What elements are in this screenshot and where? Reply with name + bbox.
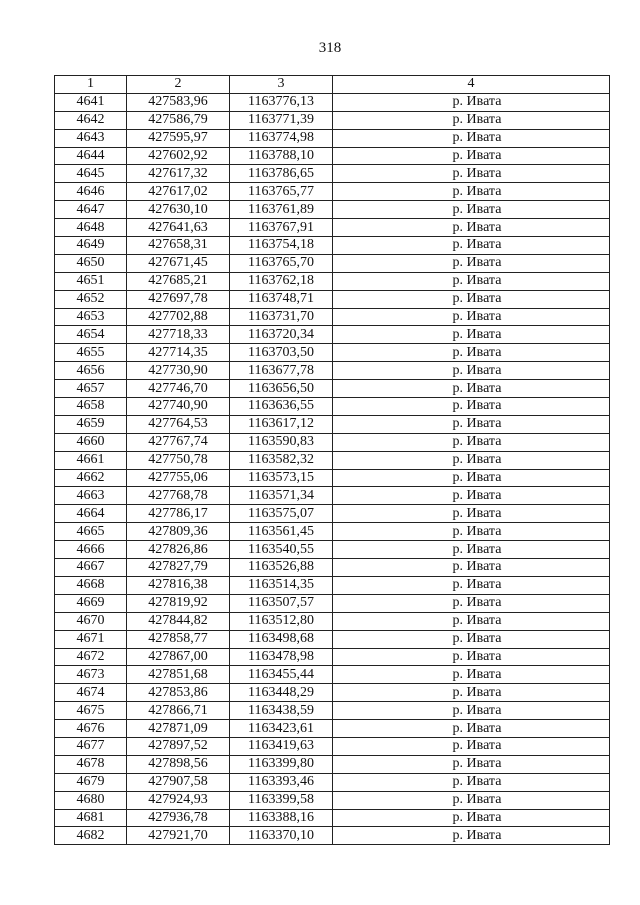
y-coordinate-cell: 1163512,80 (230, 612, 333, 630)
y-coordinate-cell: 1163370,10 (230, 827, 333, 845)
table-row (55, 684, 610, 702)
x-coordinate-cell: 427714,35 (127, 344, 230, 362)
table-row (55, 165, 610, 183)
y-coordinate-cell: 1163571,34 (230, 487, 333, 505)
y-coordinate-cell: 1163399,58 (230, 791, 333, 809)
y-coordinate-cell: 1163478,98 (230, 648, 333, 666)
table-row (55, 809, 610, 827)
x-coordinate-cell: 427630,10 (127, 201, 230, 219)
description-cell: р. Ивата (333, 541, 610, 559)
point-number-cell: 4672 (55, 648, 127, 666)
table-row (55, 254, 610, 272)
table-row (55, 290, 610, 308)
y-coordinate-cell: 1163776,13 (230, 93, 333, 111)
table-row (55, 648, 610, 666)
table-row (55, 737, 610, 755)
y-coordinate-cell: 1163573,15 (230, 469, 333, 487)
table-row (55, 773, 610, 791)
y-coordinate-cell: 1163526,88 (230, 559, 333, 577)
x-coordinate-cell: 427816,38 (127, 576, 230, 594)
coordinates-table (54, 75, 610, 845)
column-header-1: 1 (55, 76, 127, 94)
column-header-4: 4 (333, 76, 610, 94)
point-number-cell: 4654 (55, 326, 127, 344)
point-number-cell: 4670 (55, 612, 127, 630)
point-number-cell: 4675 (55, 702, 127, 720)
point-number-cell: 4667 (55, 559, 127, 577)
point-number-cell: 4676 (55, 720, 127, 738)
description-cell: р. Ивата (333, 326, 610, 344)
x-coordinate-cell: 427746,70 (127, 380, 230, 398)
point-number-cell: 4663 (55, 487, 127, 505)
description-cell: р. Ивата (333, 594, 610, 612)
x-coordinate-cell: 427897,52 (127, 737, 230, 755)
y-coordinate-cell: 1163617,12 (230, 415, 333, 433)
point-number-cell: 4661 (55, 451, 127, 469)
x-coordinate-cell: 427702,88 (127, 308, 230, 326)
x-coordinate-cell: 427921,70 (127, 827, 230, 845)
description-cell: р. Ивата (333, 737, 610, 755)
y-coordinate-cell: 1163423,61 (230, 720, 333, 738)
y-coordinate-cell: 1163388,16 (230, 809, 333, 827)
description-cell: р. Ивата (333, 272, 610, 290)
x-coordinate-cell: 427685,21 (127, 272, 230, 290)
x-coordinate-cell: 427907,58 (127, 773, 230, 791)
point-number-cell: 4666 (55, 541, 127, 559)
table-row (55, 666, 610, 684)
table-row (55, 594, 610, 612)
x-coordinate-cell: 427602,92 (127, 147, 230, 165)
y-coordinate-cell: 1163771,39 (230, 111, 333, 129)
description-cell: р. Ивата (333, 290, 610, 308)
y-coordinate-cell: 1163748,71 (230, 290, 333, 308)
table-row (55, 308, 610, 326)
point-number-cell: 4673 (55, 666, 127, 684)
point-number-cell: 4668 (55, 576, 127, 594)
point-number-cell: 4642 (55, 111, 127, 129)
point-number-cell: 4659 (55, 415, 127, 433)
description-cell: р. Ивата (333, 183, 610, 201)
table-row (55, 415, 610, 433)
point-number-cell: 4679 (55, 773, 127, 791)
table-row (55, 219, 610, 237)
point-number-cell: 4671 (55, 630, 127, 648)
description-cell: р. Ивата (333, 398, 610, 416)
x-coordinate-cell: 427924,93 (127, 791, 230, 809)
page-number: 318 (318, 40, 342, 56)
x-coordinate-cell: 427583,96 (127, 93, 230, 111)
description-cell: р. Ивата (333, 523, 610, 541)
x-coordinate-cell: 427595,97 (127, 129, 230, 147)
x-coordinate-cell: 427730,90 (127, 362, 230, 380)
description-cell: р. Ивата (333, 487, 610, 505)
table-row (55, 93, 610, 111)
y-coordinate-cell: 1163765,70 (230, 254, 333, 272)
description-cell: р. Ивата (333, 827, 610, 845)
description-cell: р. Ивата (333, 237, 610, 255)
x-coordinate-cell: 427767,74 (127, 433, 230, 451)
y-coordinate-cell: 1163765,77 (230, 183, 333, 201)
table-row (55, 469, 610, 487)
column-header-3: 3 (230, 76, 333, 94)
description-cell: р. Ивата (333, 666, 610, 684)
description-cell: р. Ивата (333, 433, 610, 451)
table-row (55, 576, 610, 594)
description-cell: р. Ивата (333, 773, 610, 791)
x-coordinate-cell: 427755,06 (127, 469, 230, 487)
point-number-cell: 4660 (55, 433, 127, 451)
point-number-cell: 4665 (55, 523, 127, 541)
y-coordinate-cell: 1163582,32 (230, 451, 333, 469)
description-cell: р. Ивата (333, 684, 610, 702)
point-number-cell: 4648 (55, 219, 127, 237)
x-coordinate-cell: 427768,78 (127, 487, 230, 505)
point-number-cell: 4680 (55, 791, 127, 809)
point-number-cell: 4649 (55, 237, 127, 255)
table-row (55, 720, 610, 738)
description-cell: р. Ивата (333, 612, 610, 630)
y-coordinate-cell: 1163786,65 (230, 165, 333, 183)
y-coordinate-cell: 1163561,45 (230, 523, 333, 541)
x-coordinate-cell: 427844,82 (127, 612, 230, 630)
y-coordinate-cell: 1163575,07 (230, 505, 333, 523)
point-number-cell: 4643 (55, 129, 127, 147)
point-number-cell: 4674 (55, 684, 127, 702)
description-cell: р. Ивата (333, 451, 610, 469)
x-coordinate-cell: 427819,92 (127, 594, 230, 612)
table-header-row (55, 76, 610, 94)
x-coordinate-cell: 427764,53 (127, 415, 230, 433)
point-number-cell: 4641 (55, 93, 127, 111)
description-cell: р. Ивата (333, 720, 610, 738)
description-cell: р. Ивата (333, 201, 610, 219)
y-coordinate-cell: 1163720,34 (230, 326, 333, 344)
table-row (55, 380, 610, 398)
description-cell: р. Ивата (333, 308, 610, 326)
point-number-cell: 4662 (55, 469, 127, 487)
description-cell: р. Ивата (333, 344, 610, 362)
x-coordinate-cell: 427827,79 (127, 559, 230, 577)
description-cell: р. Ивата (333, 630, 610, 648)
y-coordinate-cell: 1163767,91 (230, 219, 333, 237)
column-header-2: 2 (127, 76, 230, 94)
description-cell: р. Ивата (333, 469, 610, 487)
y-coordinate-cell: 1163438,59 (230, 702, 333, 720)
table-row (55, 344, 610, 362)
point-number-cell: 4669 (55, 594, 127, 612)
x-coordinate-cell: 427671,45 (127, 254, 230, 272)
point-number-cell: 4677 (55, 737, 127, 755)
x-coordinate-cell: 427858,77 (127, 630, 230, 648)
x-coordinate-cell: 427658,31 (127, 237, 230, 255)
description-cell: р. Ивата (333, 380, 610, 398)
table-row (55, 612, 610, 630)
table-row (55, 755, 610, 773)
table-row (55, 505, 610, 523)
y-coordinate-cell: 1163448,29 (230, 684, 333, 702)
x-coordinate-cell: 427853,86 (127, 684, 230, 702)
point-number-cell: 4653 (55, 308, 127, 326)
description-cell: р. Ивата (333, 165, 610, 183)
description-cell: р. Ивата (333, 559, 610, 577)
table-body (55, 93, 610, 844)
table-row (55, 326, 610, 344)
point-number-cell: 4678 (55, 755, 127, 773)
description-cell: р. Ивата (333, 219, 610, 237)
x-coordinate-cell: 427786,17 (127, 505, 230, 523)
y-coordinate-cell: 1163774,98 (230, 129, 333, 147)
table-row (55, 129, 610, 147)
x-coordinate-cell: 427617,32 (127, 165, 230, 183)
x-coordinate-cell: 427867,00 (127, 648, 230, 666)
description-cell: р. Ивата (333, 648, 610, 666)
x-coordinate-cell: 427586,79 (127, 111, 230, 129)
table-row (55, 559, 610, 577)
point-number-cell: 4656 (55, 362, 127, 380)
point-number-cell: 4681 (55, 809, 127, 827)
point-number-cell: 4646 (55, 183, 127, 201)
table-row (55, 630, 610, 648)
point-number-cell: 4652 (55, 290, 127, 308)
description-cell: р. Ивата (333, 93, 610, 111)
y-coordinate-cell: 1163393,46 (230, 773, 333, 791)
description-cell: р. Ивата (333, 129, 610, 147)
y-coordinate-cell: 1163498,68 (230, 630, 333, 648)
point-number-cell: 4655 (55, 344, 127, 362)
table-row (55, 111, 610, 129)
y-coordinate-cell: 1163636,55 (230, 398, 333, 416)
description-cell: р. Ивата (333, 809, 610, 827)
x-coordinate-cell: 427866,71 (127, 702, 230, 720)
table-row (55, 487, 610, 505)
point-number-cell: 4657 (55, 380, 127, 398)
table-row (55, 702, 610, 720)
table-row (55, 147, 610, 165)
table-row (55, 362, 610, 380)
table-row (55, 541, 610, 559)
point-number-cell: 4647 (55, 201, 127, 219)
table-row (55, 791, 610, 809)
table-row (55, 201, 610, 219)
table-row (55, 523, 610, 541)
table-row (55, 451, 610, 469)
description-cell: р. Ивата (333, 505, 610, 523)
y-coordinate-cell: 1163514,35 (230, 576, 333, 594)
x-coordinate-cell: 427641,63 (127, 219, 230, 237)
point-number-cell: 4650 (55, 254, 127, 272)
table-row (55, 398, 610, 416)
table-row (55, 183, 610, 201)
x-coordinate-cell: 427809,36 (127, 523, 230, 541)
x-coordinate-cell: 427617,02 (127, 183, 230, 201)
description-cell: р. Ивата (333, 254, 610, 272)
x-coordinate-cell: 427718,33 (127, 326, 230, 344)
y-coordinate-cell: 1163762,18 (230, 272, 333, 290)
y-coordinate-cell: 1163455,44 (230, 666, 333, 684)
y-coordinate-cell: 1163507,57 (230, 594, 333, 612)
y-coordinate-cell: 1163731,70 (230, 308, 333, 326)
y-coordinate-cell: 1163761,89 (230, 201, 333, 219)
description-cell: р. Ивата (333, 415, 610, 433)
point-number-cell: 4651 (55, 272, 127, 290)
table-row (55, 237, 610, 255)
y-coordinate-cell: 1163677,78 (230, 362, 333, 380)
description-cell: р. Ивата (333, 702, 610, 720)
table-row (55, 433, 610, 451)
x-coordinate-cell: 427871,09 (127, 720, 230, 738)
x-coordinate-cell: 427936,78 (127, 809, 230, 827)
y-coordinate-cell: 1163419,63 (230, 737, 333, 755)
y-coordinate-cell: 1163788,10 (230, 147, 333, 165)
x-coordinate-cell: 427851,68 (127, 666, 230, 684)
y-coordinate-cell: 1163399,80 (230, 755, 333, 773)
x-coordinate-cell: 427826,86 (127, 541, 230, 559)
x-coordinate-cell: 427740,90 (127, 398, 230, 416)
x-coordinate-cell: 427750,78 (127, 451, 230, 469)
description-cell: р. Ивата (333, 362, 610, 380)
description-cell: р. Ивата (333, 791, 610, 809)
description-cell: р. Ивата (333, 147, 610, 165)
point-number-cell: 4658 (55, 398, 127, 416)
y-coordinate-cell: 1163703,50 (230, 344, 333, 362)
description-cell: р. Ивата (333, 111, 610, 129)
x-coordinate-cell: 427898,56 (127, 755, 230, 773)
description-cell: р. Ивата (333, 755, 610, 773)
x-coordinate-cell: 427697,78 (127, 290, 230, 308)
description-cell: р. Ивата (333, 576, 610, 594)
y-coordinate-cell: 1163656,50 (230, 380, 333, 398)
table-row (55, 272, 610, 290)
point-number-cell: 4682 (55, 827, 127, 845)
y-coordinate-cell: 1163590,83 (230, 433, 333, 451)
y-coordinate-cell: 1163540,55 (230, 541, 333, 559)
y-coordinate-cell: 1163754,18 (230, 237, 333, 255)
point-number-cell: 4645 (55, 165, 127, 183)
point-number-cell: 4644 (55, 147, 127, 165)
point-number-cell: 4664 (55, 505, 127, 523)
table-row (55, 827, 610, 845)
